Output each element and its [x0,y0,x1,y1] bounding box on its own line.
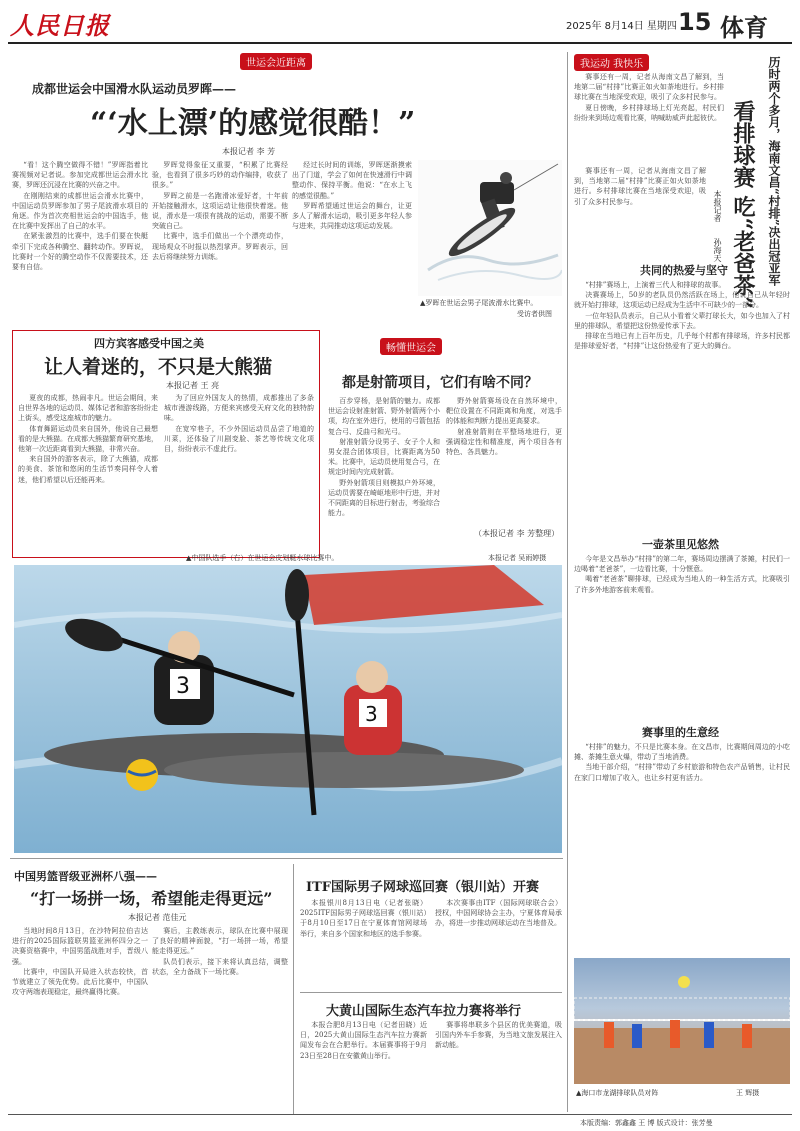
paragraph: 决赛赛场上，50岁的老队员仍然活跃在场上，他说自己从年轻时就开始打排球，这项运动已经成为生活中不可缺少的一部分。 [574,291,790,310]
footer-rule [8,1114,792,1115]
archery-headline: 都是射箭项目，它们有啥不同？ [342,375,538,391]
paragraph: 罗晖之前是一名跑滑冰爱好者，十年前开始接触滑水，这项运动让他很快着迷。他说，滑水是一项很有挑战的运动，需要不断突破自己。 [152,191,288,231]
paragraph: 一位年轻队员表示，自己从小看着父辈打球长大，如今也加入了村里的排球队，希望把这份热爱传承下去。 [574,311,790,330]
page-number: 15 [678,8,712,36]
volleyball-photo-credit: 王 辉摄 [736,1089,760,1097]
rally-headline: 大黄山国际生态汽车拉力赛将举行 [326,1004,522,1019]
paragraph: 野外射箭赛场设在自然环境中，靶位设置在不同距离和角度，对选手的体能和判断力提出更高要求。 [446,397,562,426]
paragraph: 比赛中，选手们做出一个个漂亮动作，现场观众不时报以热烈掌声。罗晖表示，回去后将继续努力训练。 [152,232,288,261]
paragraph: 排球在当地已有上百年历史，几乎每个村都有排球场，许多村民都是排球爱好者，“村排”让这份热爱有了更大的舞台。 [574,332,790,351]
paragraph: 赛事还有一周，记者从海南文昌了解到，当地第二届“村排”比赛正如火如荼地进行。乡村排球比赛在当地深受欢迎，吸引了众多村民参与。 [574,73,724,102]
section-divider [10,858,563,859]
paragraph: 经过长时间的训练，罗晖逐渐摸索出了门道，学会了如何在快速滑行中调整动作、保持平衡。他说：“在水上飞的感觉很酷。” [292,161,412,200]
paragraph: 射准射箭分设男子、女子个人和男女混合团体项目，比赛距离为50米。比赛中，运动员使用复合弓，在规定时间内完成射箭。 [328,437,440,477]
right-column-tag: 我运动 我快乐 [574,54,649,71]
paragraph: 赛事还有一周，记者从海南文昌了解到，当地第二届“村排”比赛正如火如荼地进行。乡村排球比赛在当地深受欢迎，吸引了众多村民参与。 [574,167,706,206]
lead-body-col-2 [152,160,288,322]
paragraph: 百步穿杨，是射箭的魅力。成都世运会设射准射箭、野外射箭两个小项，均在室外进行，使用的弓箭包括复合弓、反曲弓和光弓。 [328,397,440,436]
paragraph: 当地干部介绍，“村排”带动了乡村旅游和特色农产品销售，让村民在家门口增加了收入，也让乡村更有活力。 [574,763,790,782]
right-byline-1: 本报记者 [713,190,722,222]
volleyball-photo [574,958,790,1084]
lead-body-col-1 [12,160,148,322]
paragraph: 罗晖希望通过世运会的舞台，让更多人了解滑水运动，吸引更多年轻人参与进来，共同推动这项运动发展。 [292,201,412,231]
newspaper-logo: 人民日报 [10,11,110,40]
paragraph: 比赛中，中国队开局进入状态较快，首节就建立了领先优势。此后比赛中，中国队攻守两端表现稳定，最终赢得比赛。 [12,967,148,997]
paragraph: 来自国外的游客表示，除了大熊猫，成都的美食、茶馆和悠闲的生活节奏同样令人着迷，他们希望以后还能再来。 [18,455,158,484]
kayak-photo-credit: 本报记者 吴雨婷摄 [488,554,547,562]
archery-byline: （本报记者 李 芳整理） [474,529,560,538]
right-section-1-body [574,280,790,520]
wakeboard-photo [418,160,562,296]
paragraph: 体育舞蹈运动员来自国外，他说自己最想看的是大熊猫。在成都大熊猫繁育研究基地，他第一次近距离看到大熊猫，非常兴奋。 [18,424,158,454]
paragraph: 本报银川8月13日电（记者张晓）2025ITF国际男子网球巡回赛（银川站）于8月10日至17日在宁夏体育馆网球场举行，来自多个国家和地区的选手参赛。 [300,899,427,938]
right-intro-2 [574,166,706,252]
right-section-3-body [574,742,790,952]
wakeboarder-illustration [418,160,562,296]
right-vertical-kicker: 历时两个多月，海南文昌“村排”决出冠亚军 [767,56,781,286]
paragraph: 夏日傍晚，乡村排球场上灯光亮起，村民们纷纷来到场边观看比赛，呐喊助威声此起彼伏。 [574,103,724,122]
basketball-headline: “打一场拼一场，希望能走得更远” [30,889,273,908]
panda-byline: 本报记者 王 亮 [166,381,220,390]
paragraph: 罗晖觉得象征又重要，“积累了比赛经验，也看到了很多巧妙的动作编排，收获了很多。” [152,161,288,190]
right-vertical-headline: 看排球赛 吃“老爸茶” [730,100,756,309]
svg-text:3: 3 [365,702,378,726]
svg-text:3: 3 [176,674,190,699]
paragraph: 夏夜的成都，热闹非凡。世运会期间，来自世界各地的运动员、媒体记者和游客纷纷走上街头，感受这座城市的魅力。 [18,394,158,423]
right-byline-2: 孙海天 [713,238,722,262]
kayak-polo-photo [14,565,562,853]
masthead-rule [8,42,792,44]
basketball-kicker: 中国男篮晋级亚洲杯八强—— [14,870,157,883]
basketball-byline: 本报记者 范佳元 [128,913,187,922]
right-section-2-body [574,554,790,704]
paragraph: 为了回应外国友人的热情，成都推出了多条城市漫游线路，方便来宾感受天府文化的独特韵味。 [164,394,314,423]
paragraph: 在刚刚结束的成都世运会滑水比赛中，中国运动员罗晖参加了男子尾波滑水项目的角逐。作为首次亮相世运会的中国选手，他在比赛中发挥出了自己的水平。 [12,191,148,231]
panda-kicker: 四方宾客感受中国之美 [94,337,204,350]
kayak-photo-caption: ▲中国队选手（右）在世运会皮划艇水球比赛中。 [186,554,339,562]
lead-headline: “‘水上漂’的感觉很酷！” [90,106,416,141]
right-section-1-title: 共同的热爱与坚守 [640,264,728,277]
section-divider [293,864,294,1114]
footer-editors: 本版责编：郭鑫鑫 王 博 版式设计：张芳曼 [580,1119,713,1127]
volleyball-photo-caption: ▲海口市龙湖排球队员对阵 [576,1089,659,1097]
lead-photo-caption: ▲罗晖在世运会男子尾波滑水比赛中。 [420,299,538,307]
paragraph: 赛后，主教练表示，球队在比赛中展现了良好的精神面貌，“打一场拼一场，希望能走得更远。” [152,927,288,956]
paragraph: 在宽窄巷子，不少外国运动员品尝了地道的川菜，还体验了川剧变脸、茶艺等传统文化项目，纷纷表示不虚此行。 [164,424,314,454]
archery-column-tag: 畅懂世运会 [380,338,442,355]
panda-headline: 让人着迷的，不只是大熊猫 [44,356,273,378]
right-section-3-title: 赛事里的生意经 [642,726,719,739]
lead-byline: 本报记者 李 芳 [222,147,276,156]
masthead [0,0,800,44]
paragraph: 野外射箭项目则模拟户外环境，运动员需要在崎岖地形中行进，并对不同距离的目标进行射击，考验综合能力。 [328,478,440,518]
paragraph: “村排”的魅力，不只是比赛本身。在文昌市，比赛期间周边的小吃摊、茶摊生意火爆，带动了当地消费。 [574,743,790,762]
lead-body-col-3 [292,160,412,310]
lead-photo-credit: 受访者供图 [517,310,552,318]
panda-body-col-1 [18,393,158,551]
right-section-2-title: 一壶茶里见悠然 [642,538,719,551]
basketball-body-col-1 [12,926,148,1122]
page-title: 体育 [720,13,768,42]
paragraph: “看！这个腾空做得不错！”罗晖指着比赛视频对记者说。参加完成都世运会滑水比赛，罗晖还沉浸在比赛的兴奋之中。 [12,161,148,190]
paragraph: 射准射箭则在平整场地进行，更强调稳定性和精准度，两个项目各有特色、各具魅力。 [446,427,562,457]
panda-body-col-2 [164,393,314,551]
paragraph: 喝着“老爸茶”聊排球，已经成为当地人的一种生活方式，比赛吸引了许多外地游客前来观看。 [574,575,790,594]
paragraph: 本次赛事由ITF（国际网球联合会）授权，中国网球协会主办，宁夏体育局承办，将进一步推动网球运动在当地普及。 [435,899,562,928]
tennis-body [300,898,562,988]
archery-body-col-2 [446,396,562,524]
paragraph: 队员们表示，接下来将认真总结，调整状态，全力备战下一场比赛。 [152,957,288,976]
paragraph: 赛事将串联多个县区的优美赛道，吸引国内外车手参赛，为当地文旅发展注入新动能。 [435,1021,562,1050]
right-intro [574,72,724,162]
section-divider [300,992,562,993]
volleyball-illustration [574,958,790,1084]
archery-body-col-1 [328,396,440,538]
kayak-polo-illustration [14,565,562,853]
paragraph: 今年是文昌举办“村排”的第二年，赛场周边摆满了茶摊，村民们一边喝着“老爸茶”，一边看比赛，十分惬意。 [574,555,790,574]
lead-column-tag: 世运会近距离 [240,53,312,70]
paragraph: “村排”赛场上，上演着三代人和排球的故事。 [585,281,726,289]
lead-kicker: 成都世运会中国滑水队运动员罗晖—— [32,82,237,96]
paragraph: 在紧张激烈的比赛中，选手们要在快艇牵引下完成各种腾空、翻转动作。罗晖说，比赛时一个好的腾空动作不仅需要技术，还要有自信。 [12,232,148,272]
basketball-body-col-2 [152,926,288,1122]
paragraph: 当地时间8月13日，在沙特阿拉伯吉达进行的2025国际篮联男篮亚洲杯四分之一决赛资格赛中，中国男篮战胜对手，晋级八强。 [12,927,148,966]
column-divider [567,52,568,1112]
tennis-headline: ITF国际男子网球巡回赛（银川站）开赛 [306,880,539,895]
issue-date: 2025年 8月14日 星期四 [566,21,677,32]
paragraph: 本报合肥8月13日电（记者田晓）近日，2025大黄山国际生态汽车拉力赛新闻发布会在合肥举行。本届赛事将于9月23日至28日在安徽黄山举行。 [300,1021,427,1060]
rally-body [300,1020,562,1110]
